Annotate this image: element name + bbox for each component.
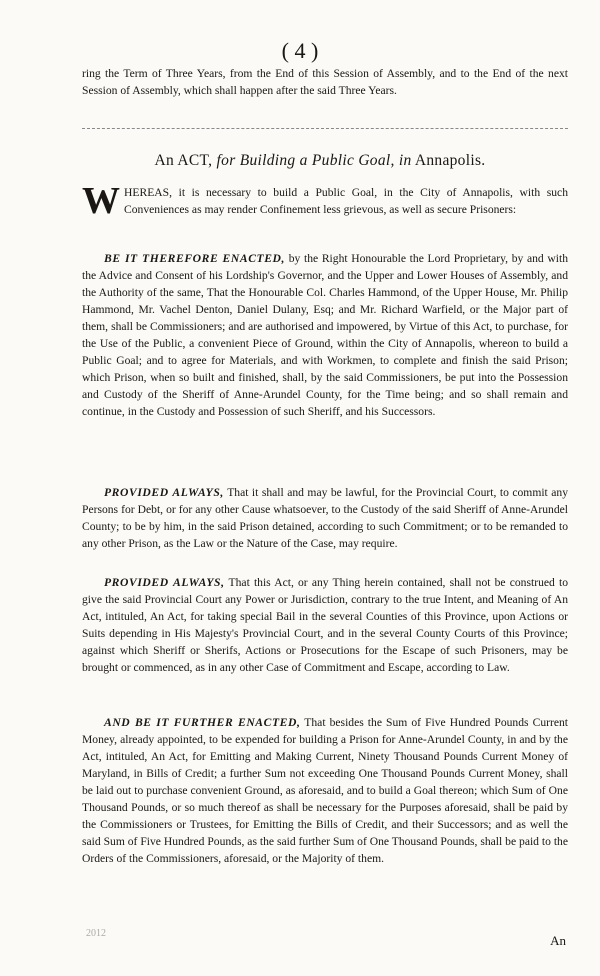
whereas-paragraph bbox=[82, 180, 568, 222]
page-number: ( 4 ) bbox=[281, 38, 319, 63]
act-title-italic: for Building a Public Goal, in bbox=[216, 152, 412, 169]
paragraph-lead: PROVIDED ALWAYS, bbox=[104, 486, 224, 499]
section-divider bbox=[82, 128, 568, 129]
continuation-text: ring the Term of Three Years, from the End of this Session of Assembly, and to the End of the next Session of Assembly, which shall happen after the said Three Years. bbox=[82, 67, 568, 97]
margin-mark: 2012 bbox=[86, 928, 106, 939]
act-title-place: Annapolis. bbox=[414, 152, 486, 169]
further-enacted-paragraph bbox=[82, 714, 568, 867]
proviso-paragraph-2 bbox=[82, 574, 568, 676]
enacting-paragraph bbox=[82, 250, 568, 420]
drop-cap: W bbox=[82, 180, 120, 222]
paragraph-lead: PROVIDED ALWAYS, bbox=[104, 576, 225, 589]
proviso-paragraph-1 bbox=[82, 484, 568, 552]
catchword: An bbox=[550, 933, 566, 948]
paragraph-text: That this Act, or any Thing herein contained, shall not be construed to give the said Provincial Court any Power or Jurisdiction, contrary to the true Intent, and Meaning of An Act, intituled, An Act, for taking special Bail in the several Counties of this Province, upon Actions or Suits depending in His Majesty's Provincial Court, and in the several County Courts of this Province; against which Sheriff or Sherifs, Actions or Prosecutions for the Escape of such Prisoners, may be brought or commenced, as in any other Case of Commitment and Escape, according to Law. bbox=[82, 576, 568, 674]
paragraph-text: That besides the Sum of Five Hundred Pounds Current Money, already appointed, to be expended for building a Prison for Anne-Arundel County, in and by the Act, intituled, An Act, for Emitting and Making Current, Ninety Thousand Pounds Current Money of Maryland, in Bills of Credit; a further Sum not exceeding One Thousand Pounds Current Money, shall be laid out to purchase convenient Ground, as aforesaid, and to build a Goal thereon; which Sum of One Thousand Pounds, or so much thereof as shall be necessary for the Purposes aforesaid, shall be paid by the Commissioners or Trustees, for Emitting the Bills of Credit, and their Successors; and as well the said Sum of Five Hundred Pounds, as the said further Sum of One Thousand Pounds, shall be paid to the Orders of the Commissioners, aforesaid, or the Majority of them. bbox=[82, 716, 569, 865]
paragraph-lead: BE IT THEREFORE ENACTED, bbox=[104, 252, 286, 265]
paragraph-text: by the Right Honourable the Lord Proprietary, by and with the Advice and Consent of his Lordship's Governor, and the Upper and Lower Houses of Assembly, and the Authority of the same, That the Honourable Col. Charles Hammond, of the Upper House, Mr. Philip Hammond, Mr. Vachel Denton, Daniel Dulany, Esq; and Mr. Richard Warfield, or the Major part of them, shall be Commissioners; and are authorised and impowered, by Virtue of this Act, to purchase, for the Use of the Public, a convenient Piece of Ground, within the City of Annapolis, whereon to build a Public Goal; and to agree for Materials, and with Workmen, to complete and finish the said Prison; which Prison, when so built and finished, shall, by the said Commissioners, be put into the Possession and Custody of the Sheriff of Anne-Arundel County, for the Time being; and so shall remain and continue, in the Custody and Possession of such Sheriff, and his Successors. bbox=[82, 252, 569, 418]
whereas-text: HEREAS, it is necessary to build a Public Goal, in the City of Annapolis, with such Conveniences as may render Confinement less grievous, as well as secure Prisoners: bbox=[124, 186, 568, 216]
act-title-prefix: An ACT, bbox=[154, 152, 213, 169]
paragraph-lead: AND BE IT FURTHER ENACTED, bbox=[104, 716, 301, 729]
paragraph-text: That it shall and may be lawful, for the Provincial Court, to commit any Persons for Debt, or for any other Cause whatsoever, to the Custody of the said Sheriff of Anne-Arundel County; to be by him, in the said Prison detained, according to such Commitment; or to be remanded to any other Prison, as the Law or the Nature of the Case, may require. bbox=[82, 486, 568, 550]
act-title bbox=[60, 152, 580, 170]
